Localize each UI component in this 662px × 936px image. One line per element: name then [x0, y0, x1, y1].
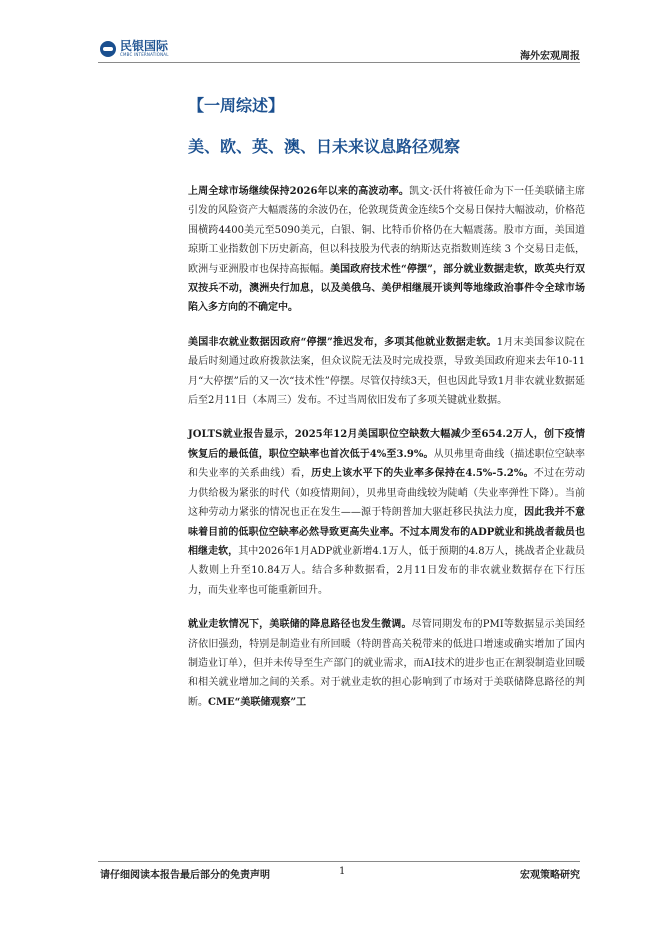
bold-text: CME“美联储观察”工	[208, 696, 307, 708]
logo-name-cn: 民银国际	[120, 39, 169, 53]
company-logo	[100, 40, 169, 57]
main-content	[188, 96, 585, 712]
body-text: 1月末美国参议院在最后时刻通过政府拨款法案，但众议院无法及时完成投票，导致美国政府迎来去年10-11月“大停摆”后的又一次“技术性”停摆。尽管仅持续3天，但也因此导致1月非农就业数据延后至2月11日（本周三）发布。不过当周依旧发布了多项关键就业数据。	[188, 336, 585, 407]
body-text: 不过在劳动力供给极为紧张的时代（如疫情期间），贝弗里奇曲线较为陡峭（失业率弹性下降）。当前这种劳动力紧张的情况也正在发生——源于特朗普加大驱赶移民执法力度，	[188, 468, 586, 519]
paragraph-market-overview	[188, 182, 585, 318]
logo-icon	[100, 41, 116, 57]
logo-name-en: CMBC INTERNATIONAL	[120, 52, 169, 57]
bold-text: 因此我并不意味着目前的低职位空缺率必然导致更高失业率。不过本周发布的ADP就业和挑战者裁员也相继走软，	[188, 507, 586, 557]
bold-text: 美国非农就业数据因政府“停摆”推迟发布，多项其他就业数据走软。	[188, 336, 497, 348]
disclaimer-note: 请仔细阅读本报告最后部分的免责声明	[100, 870, 270, 881]
bold-text: 历史上该水平下的失业率多保持在4.5%-5.2%。	[311, 468, 534, 480]
department-name: 宏观策略研究	[520, 870, 580, 881]
body-text: 凯文·沃什将被任命为下一任美联储主席引发的风险资产大幅震荡的余波仍在，伦敦现货黄金连续5个交易日保持大幅波动，价格范围横跨4400美元至5090美元，白银、铜、比特币价格仍在大幅震荡。股市方面，美国道琼斯工业指数创下历史新高，但以科技股为代表的纳斯达克指数则连续 3 个交易日走低，欧洲与亚洲股市也保持高振幅。	[188, 186, 585, 275]
bold-text: 就业走软情况下，美联储的降息路径也发生微调。	[188, 619, 412, 631]
footer-divider	[98, 861, 580, 862]
body-text: 从贝弗里奇曲线（描述职位空缺率和失业率的关系曲线）看，	[188, 448, 586, 480]
paragraph-jolts-report	[188, 425, 585, 600]
header-divider	[98, 62, 580, 63]
bold-text: 上周全球市场继续保持2026年以来的高波动率。	[188, 186, 410, 197]
body-text: 其中2026年1月ADP就业新增4.1万人，低于预期的4.8万人，挑战者企业裁员人数则上升至10.84万人。结合多种数据看，2月11日发布的非农就业数据存在下行压力，而失业率也可能重新回升。	[188, 545, 585, 596]
section-subtitle: 美、欧、英、澳、日未来议息路径观察	[188, 137, 461, 156]
section-title: 【一周综述】	[188, 96, 285, 115]
paragraph-fed-rate-path	[188, 615, 585, 712]
bold-text: JOLTS就业报告显示，2025年12月美国职位空缺数大幅减少至654.2万人，创下疫情恢复后的最低值，职位空缺率也首次低于4%至3.9%。	[188, 429, 585, 460]
body-text: 尽管同期发布的PMI等数据显示美国经济依旧强劲，特别是制造业有所回暖（特朗普高关税带来的低进口增速或确实增加了国内制造业订单），但并未传导至生产部门的就业需求，而AI技术的进步也正在割裂制造业回暖和相关就业增加之间的关系。对于就业走软的担心影响到了市场对于美联储降息路径的判断。	[188, 619, 586, 708]
report-name: 海外宏观周报	[520, 51, 580, 62]
bold-text: 美国政府技术性“停摆”，部分就业数据走软，欧英央行双双按兵不动，澳洲央行加息，以及美俄乌、美伊相继展开谈判等地缘政治事件令全球市场陷入多方向的不确定中。	[188, 263, 585, 314]
page-header	[0, 0, 662, 70]
paragraph-nonfarm-delay	[188, 333, 585, 411]
page-number: 1	[339, 866, 346, 877]
